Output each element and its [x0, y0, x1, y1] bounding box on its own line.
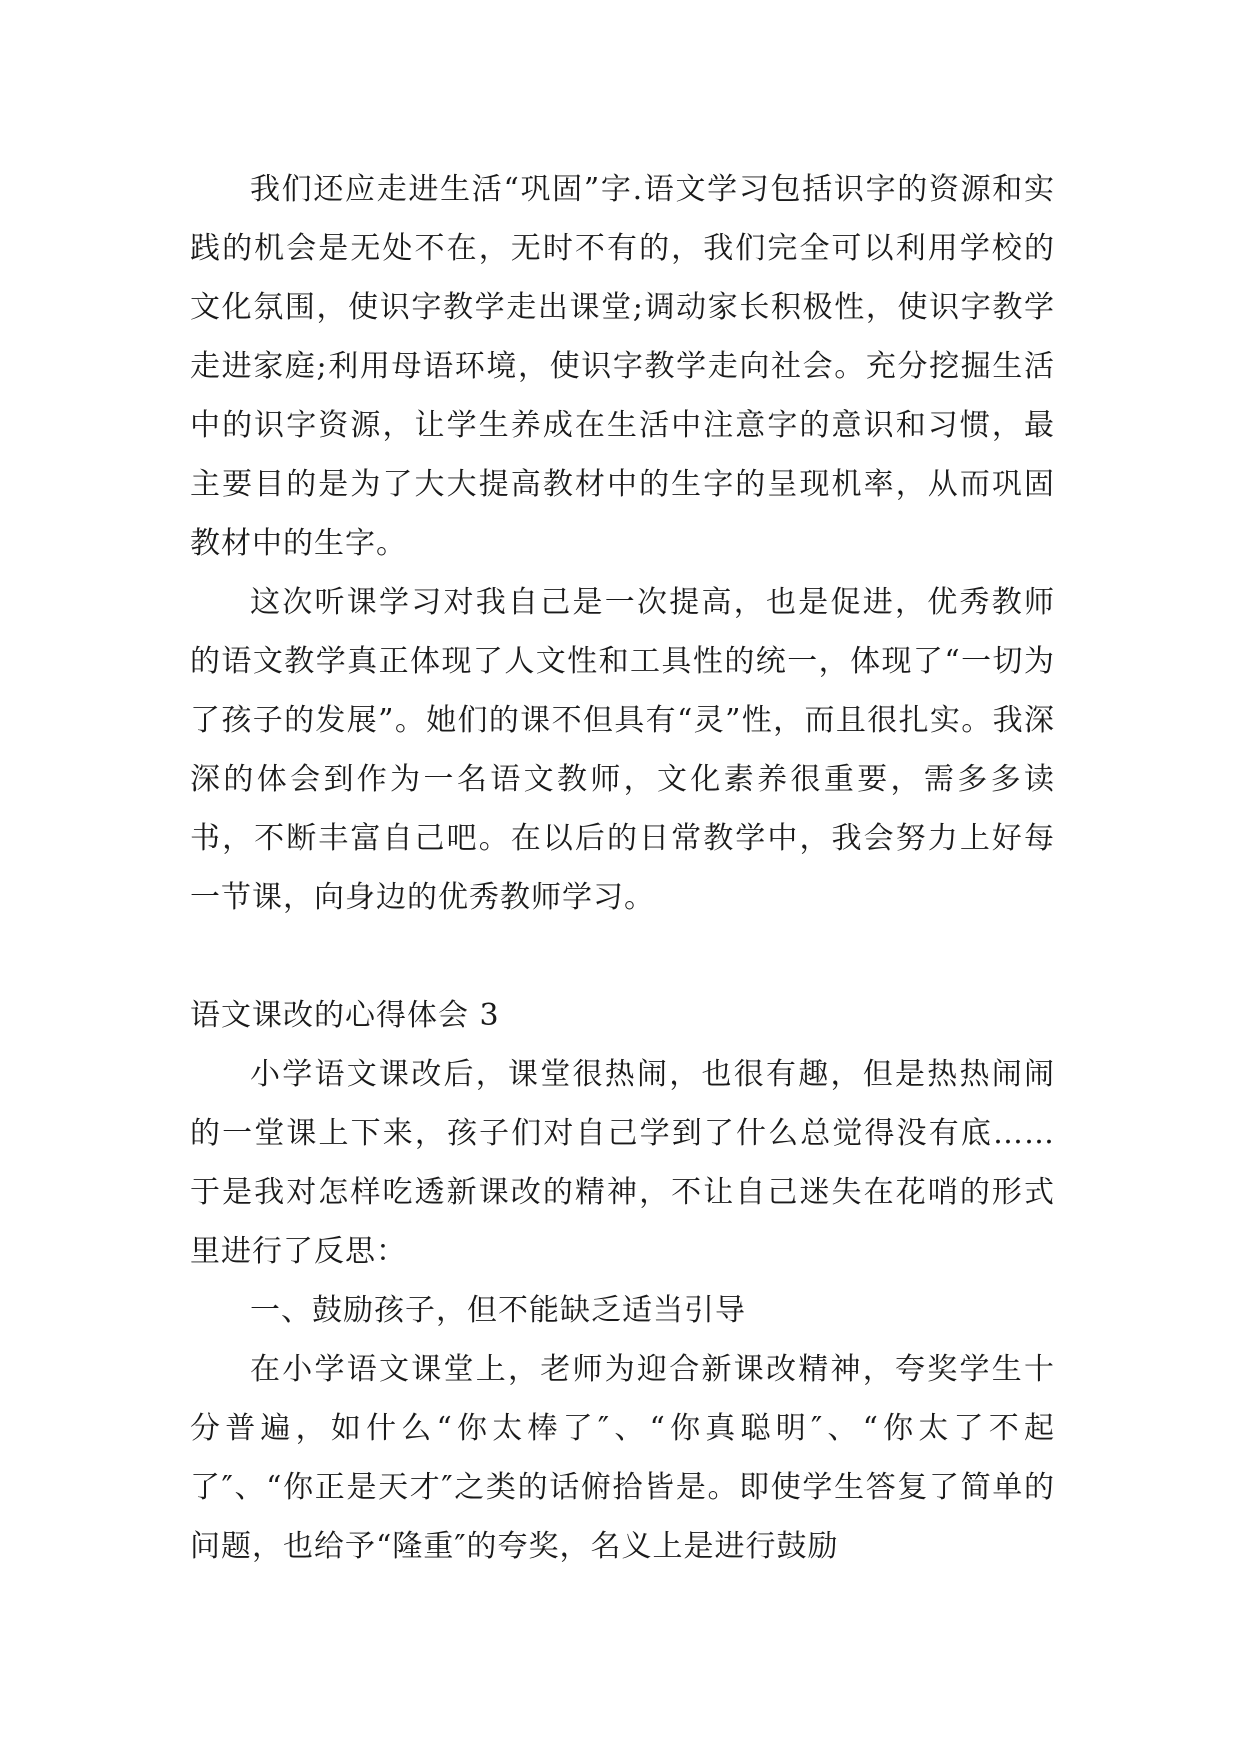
- section-title: 语文课改的心得体会 3: [190, 998, 500, 1033]
- document-body: [190, 160, 1055, 1576]
- paragraph-reform-intro: 小学语文课改后，课堂很热闹，也很有趣，但是热热闹闹的一堂课上下来，孩子们对自己学到了什么总觉得没有底……于是我对怎样吃透新课改的精神，不让自己迷失在花哨的形式里进行了反思：: [190, 1057, 1055, 1269]
- paragraph-lesson-reflection: 这次听课学习对我自己是一次提高，也是促进，优秀教师的语文教学真正体现了人文性和工具性的统一，体现了“一切为了孩子的发展”。她们的课不但具有“灵”性，而且很扎实。我深深的体会到作为一名语文教师，文化素养很重要，需多多读书，不断丰富自己吧。在以后的日常教学中，我会努力上好每一节课，向身边的优秀教师学习。: [190, 585, 1055, 915]
- section-spacer: [190, 927, 1055, 986]
- paragraph-literacy-life: 我们还应走进生活“巩固”字.语文学习包括识字的资源和实践的机会是无处不在，无时不有的，我们完全可以利用学校的文化氛围，使识字教学走出课堂;调动家长积极性，使识字教学走进家庭;利用母语环境，使识字教学走向社会。充分挖掘生活中的识字资源，让学生养成在生活中注意字的意识和习惯，最主要目的是为了大大提高教材中的生字的呈现机率，从而巩固教材中的生字。: [190, 172, 1055, 561]
- subheading-encourage: 一、鼓励孩子，但不能缺乏适当引导: [250, 1293, 746, 1328]
- paragraph-praise: 在小学语文课堂上，老师为迎合新课改精神，夸奖学生十分普遍，如什么“你太棒了″、“你真聪明″、“你太了不起了″、“你正是天才″之类的话俯拾皆是。即使学生答复了简单的问题，也给予“隆重″的夸奖，名义上是进行鼓励: [190, 1352, 1055, 1564]
